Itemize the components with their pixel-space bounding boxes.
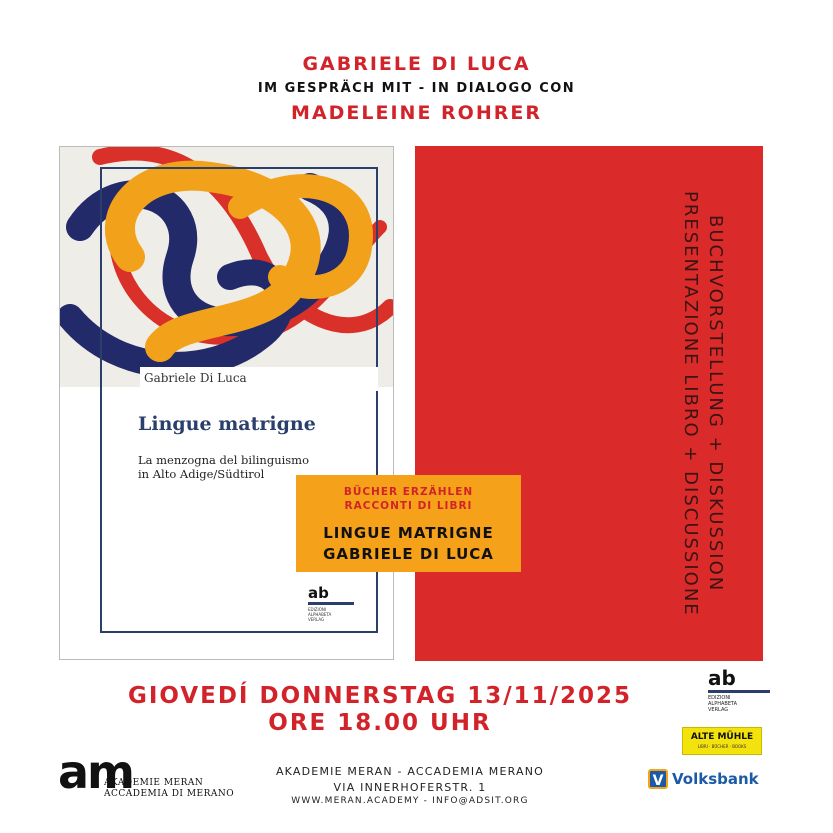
sponsor-ab-line2: ALPHABETA	[708, 701, 738, 707]
book-author: Gabriele Di Luca	[140, 367, 378, 391]
guest-name: MADELEINE ROHRER	[291, 102, 542, 124]
alphabeta-sponsor-logo	[708, 668, 772, 713]
book-title: Lingue matrigne	[138, 413, 316, 435]
book-cover	[59, 146, 394, 660]
book-publisher-logo	[308, 585, 358, 622]
mill-tag: LIBRI · BÜCHER · BOOKS	[697, 744, 747, 749]
organizer-name-it: ACCADEMIA DI MERANO	[104, 789, 235, 799]
volksbank-name: Volksbank	[672, 770, 759, 788]
sponsor-ab-line3: VERLAG	[708, 707, 729, 713]
publisher-mark: ab	[308, 584, 329, 602]
akademie-meran-logo	[58, 745, 235, 799]
address-line1: AKADEMIE MERAN - ACCADEMIA MERANO	[275, 765, 545, 778]
series-box	[296, 475, 521, 572]
volksbank-icon: V	[648, 769, 668, 789]
event-date: GIOVEDÍ DONNERSTAG 13/11/2025	[127, 683, 633, 709]
address-contact: WWW.MERAN.ACADEMY - INFO@ADSIT.ORG	[291, 796, 529, 806]
mill-name: ALTE MÜHLE	[690, 732, 754, 742]
event-time: ORE 18.00 UHR	[268, 710, 492, 736]
series-name-de: BÜCHER ERZÄHLEN	[343, 486, 474, 498]
organizer-name-de: AKADEMIE MERAN	[104, 778, 204, 788]
volksbank-sponsor-logo	[648, 768, 759, 790]
am-logo-mark: am	[58, 745, 133, 799]
publisher-line2: ALPHABETA	[308, 612, 332, 617]
series-book-title: LINGUE MATRIGNE	[323, 524, 494, 542]
event-type-de: BUCHVORSTELLUNG + DISKUSSION	[705, 214, 726, 593]
sponsor-ab-line1: EDIZIONI	[708, 695, 731, 701]
speaker-name: GABRIELE DI LUCA	[302, 53, 531, 75]
event-type-panel	[415, 146, 763, 661]
address-line2: VIA INNERHOFERSTR. 1	[333, 781, 487, 794]
series-book-author: GABRIELE DI LUCA	[323, 545, 494, 563]
publisher-line3: VERLAG	[308, 617, 325, 622]
event-type-it: PRESENTAZIONE LIBRO + DISCUSSIONE	[680, 190, 701, 617]
series-name-it: RACCONTI DI LIBRI	[344, 500, 473, 512]
sponsor-ab-mark: ab	[708, 666, 736, 690]
dialogue-connector: IM GESPRÄCH MIT - IN DIALOGO CON	[257, 81, 576, 96]
book-subtitle-line1: La menzogna del bilinguismo	[138, 453, 310, 467]
publisher-bar	[308, 602, 354, 605]
publisher-line1: EDIZIONI	[308, 607, 327, 612]
book-subtitle-line2: in Alto Adige/Südtirol	[138, 467, 265, 481]
alte-muehle-sponsor-logo	[682, 727, 762, 755]
sponsor-ab-bar	[708, 690, 770, 693]
